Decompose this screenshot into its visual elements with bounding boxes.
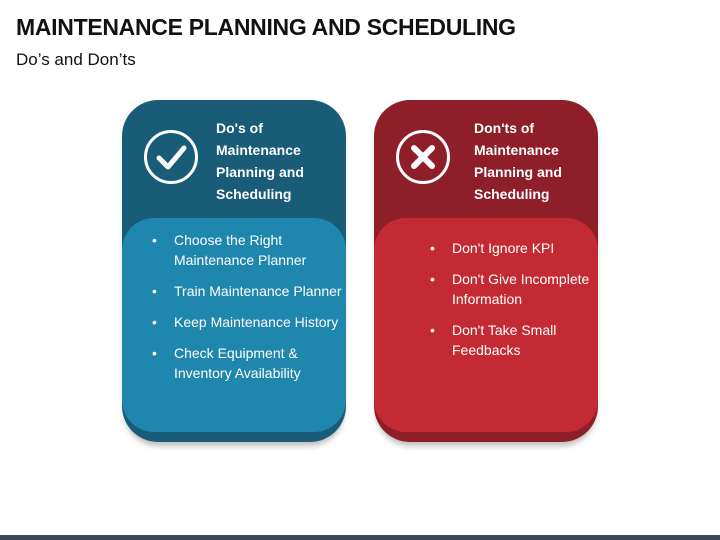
donts-card	[374, 100, 598, 442]
donts-heading-line: Scheduling	[474, 186, 550, 202]
dos-heading	[216, 117, 342, 205]
dos-heading-line: Scheduling	[216, 186, 292, 202]
dos-heading-line: Planning and	[216, 164, 304, 180]
cross-icon	[396, 130, 450, 184]
list-item	[430, 238, 590, 258]
check-icon	[144, 130, 198, 184]
donts-heading	[474, 117, 598, 205]
donts-heading-line: Maintenance	[474, 142, 559, 158]
bullet-icon: •	[430, 240, 435, 256]
dos-heading-line: Do's of	[216, 120, 263, 136]
donts-heading-line: Planning and	[474, 164, 562, 180]
donts-card-body	[374, 218, 598, 432]
donts-heading-line: Don'ts of	[474, 120, 535, 136]
list-item-text: Don't Ignore KPI	[452, 240, 555, 256]
page-subtitle: Do’s and Don’ts	[16, 50, 136, 69]
list-item	[152, 343, 342, 383]
bullet-icon: •	[152, 283, 157, 299]
bullet-icon: •	[430, 322, 435, 338]
bullet-icon: •	[430, 271, 435, 287]
donts-list	[430, 238, 590, 371]
donts-card-header	[374, 100, 598, 220]
list-item-text: Train Maintenance Planner	[174, 283, 342, 299]
list-item-text: Choose the Right Maintenance Planner	[174, 232, 307, 268]
list-item	[152, 312, 342, 332]
list-item-text: Don't Give Incomplete Information	[452, 271, 590, 307]
dos-card-header	[122, 100, 346, 220]
dos-list	[152, 230, 342, 394]
list-item	[152, 230, 342, 270]
bullet-icon: •	[152, 314, 157, 330]
page-title: MAINTENANCE PLANNING AND SCHEDULING	[16, 14, 516, 40]
footer-bar	[0, 535, 720, 540]
list-item-text: Don't Take Small Feedbacks	[452, 322, 557, 358]
bullet-icon: •	[152, 232, 157, 248]
dos-card-body	[122, 218, 346, 432]
list-item	[430, 269, 590, 309]
list-item-text: Keep Maintenance History	[174, 314, 339, 330]
bullet-icon: •	[152, 345, 157, 361]
list-item-text: Check Equipment & Inventory Availability	[174, 345, 301, 381]
dos-card	[122, 100, 346, 442]
dos-heading-line: Maintenance	[216, 142, 301, 158]
list-item	[430, 320, 590, 360]
list-item	[152, 281, 342, 301]
